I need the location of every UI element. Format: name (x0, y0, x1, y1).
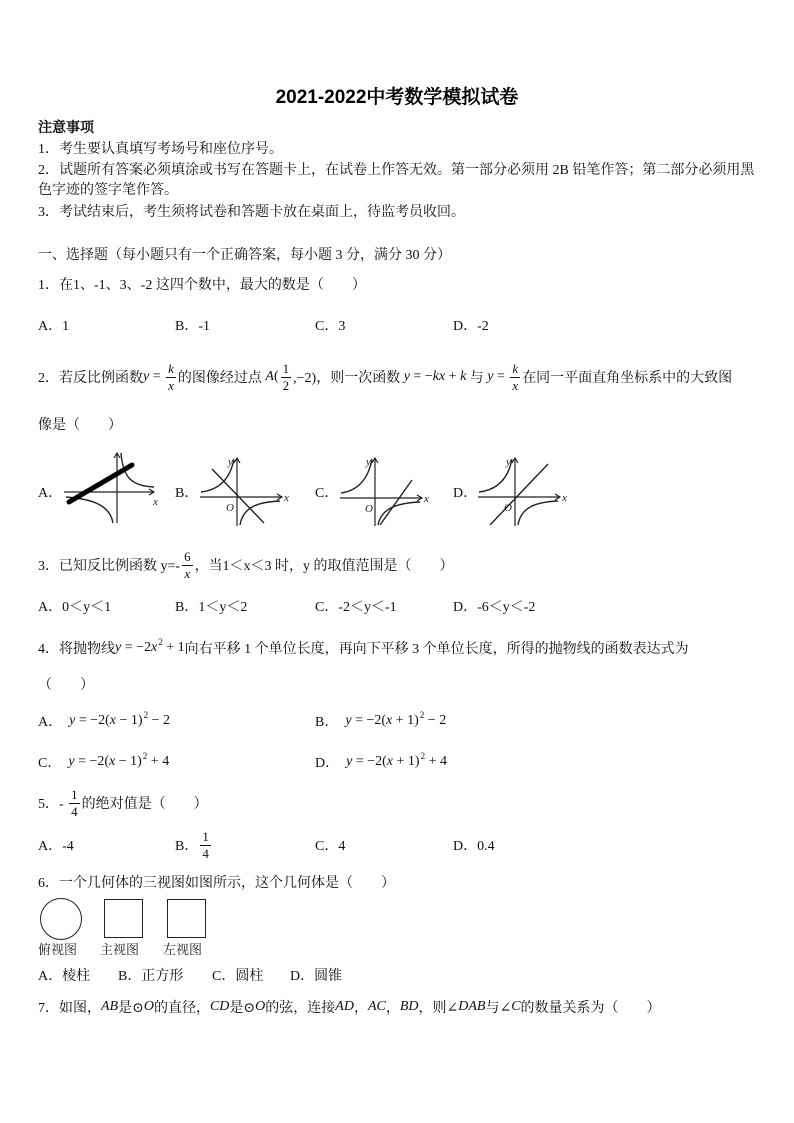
math-variable: y (115, 640, 122, 655)
text-run: 向右平移 1 个单位长度，再向下平移 3 个单位长度，所得的抛物线的函数表达式为 (184, 642, 689, 657)
linear-function-line (69, 465, 132, 502)
question-4-option-c[interactable] (38, 742, 169, 782)
question-4-stem-line-1 (38, 628, 689, 668)
question-5-option-b[interactable] (175, 825, 213, 865)
x-axis-label: x (153, 496, 158, 508)
math-variable: y (68, 754, 75, 769)
text-run: − 1) (116, 713, 143, 728)
math-variable: kx (432, 369, 446, 384)
math-variable: x (109, 713, 117, 728)
text-run: + 4 (147, 754, 170, 769)
question-1-option-a[interactable]: A．1 (38, 319, 70, 334)
question-4-option-d[interactable] (315, 742, 447, 782)
page-title: 2021-2022中考数学模拟试卷 (275, 87, 519, 108)
notice-line: 2．试题所有答案必须填涂或书写在答题卡上，在试卷上作答无效。第一部分必须用 2B 铅笔作答；第二部分必须用黑 (38, 163, 755, 178)
text-run: = −2( (75, 713, 110, 728)
hyperbola-branch (378, 502, 420, 525)
text-run: 与 (466, 371, 488, 386)
text-run: = −2( (74, 754, 110, 769)
question-4-stem-line-2: （ ） (38, 678, 94, 693)
fraction (200, 830, 211, 861)
side-view-label: 左视图 (163, 943, 203, 958)
question-2-stem-line-1 (38, 357, 732, 397)
math-variable: AB (101, 999, 119, 1014)
text-run: 2．若反比例函数 (38, 371, 143, 386)
question-4-option-b[interactable] (315, 701, 446, 741)
text-run: 7．如图， (38, 1001, 101, 1016)
math-variable: x (386, 754, 394, 769)
fraction-numerator: 6 (184, 548, 191, 564)
question-3-option-b[interactable]: B．1＜y＜2 (175, 600, 248, 615)
question-1-option-c[interactable]: C．3 (315, 319, 346, 334)
text-run: ，当1＜x＜3 时，y 的取值范围是（ ） (194, 559, 454, 574)
text-run: ( (273, 369, 279, 384)
text-run: 在同一平面直角坐标系中的大致图 (522, 371, 733, 386)
math-variable: k (460, 369, 467, 384)
math-variable: x (386, 713, 393, 728)
text-run: − 1) (115, 754, 142, 769)
question-4-option-a[interactable] (38, 701, 170, 741)
math-variable: C (511, 999, 521, 1014)
notice-line: 1．考生要认真填写考场号和座位序号。 (38, 142, 283, 157)
linear-function-line (490, 464, 548, 525)
text-run: C．4 (315, 839, 346, 854)
origin-label: O (365, 503, 373, 515)
question-3-stem (38, 545, 454, 585)
fraction (281, 362, 292, 393)
text-run: − 2 (424, 713, 447, 728)
text-run: + 4 (425, 754, 447, 769)
math-variable: A (265, 369, 274, 384)
question-1-stem: 1．在1、-1、3、-2 这四个数中，最大的数是（ ） (38, 278, 366, 293)
math-variable: y (143, 369, 150, 384)
math-variable: O (255, 999, 266, 1014)
fraction-numerator: k (168, 360, 174, 376)
text-run: 与∠ (485, 1001, 512, 1016)
text-run: = (493, 369, 509, 384)
question-2-graph-b[interactable] (198, 455, 293, 527)
text-run: A．-4 (38, 839, 74, 854)
question-2-option-c-label[interactable]: C． (315, 486, 339, 501)
question-2-option-a-label[interactable]: A． (38, 486, 63, 501)
text-run: + 1) (392, 713, 419, 728)
question-2-graph-a[interactable] (62, 450, 162, 525)
question-2-option-d-label[interactable]: D． (453, 486, 478, 501)
math-variable: x (151, 640, 158, 655)
math-variable: y (345, 713, 352, 728)
fraction (166, 362, 176, 393)
question-5-option-c[interactable] (315, 825, 345, 865)
text-run: 的绝对值是（ ） (81, 797, 208, 812)
fraction (182, 550, 193, 581)
question-6-option-a[interactable]: A．棱柱 (38, 969, 91, 984)
hyperbola-branch (518, 501, 558, 525)
question-5-option-a[interactable] (38, 825, 74, 865)
question-6-option-d[interactable]: D．圆锥 (290, 969, 343, 984)
fraction-denominator: x (184, 565, 191, 581)
fraction-denominator: 2 (282, 377, 290, 393)
text-run: + 1 (162, 640, 185, 655)
text-run: + (445, 369, 461, 384)
notice-line: 色字迹的签字笔作答。 (38, 183, 178, 198)
math-variable: DAB (458, 999, 486, 1014)
text-run: − 2 (148, 713, 170, 728)
question-3-option-c[interactable]: C．-2＜y＜-1 (315, 600, 397, 615)
question-1-option-d[interactable]: D．-2 (453, 319, 489, 334)
text-run: ，则∠ (418, 1001, 459, 1016)
math-variable: y (69, 713, 76, 728)
top-view-circle (40, 898, 82, 940)
question-6-stem: 6．一个几何体的三视图如图所示，这个几何体是（ ） (38, 876, 395, 891)
text-run: 是⊙ (118, 1001, 144, 1016)
fraction-denominator: 4 (202, 845, 209, 861)
question-3-option-a[interactable]: A．0＜y＜1 (38, 600, 112, 615)
question-6-option-c[interactable]: C．圆柱 (212, 969, 264, 984)
x-axis-label: x (424, 493, 429, 505)
y-axis-label: y (366, 456, 371, 468)
origin-label: O (504, 502, 512, 514)
text-run: 是⊙ (229, 1001, 256, 1016)
question-5-option-d[interactable] (453, 825, 495, 865)
question-2-option-b-label[interactable]: B． (175, 486, 199, 501)
question-2-graph-c[interactable] (338, 455, 433, 527)
text-run: 的弦，连接 (265, 1001, 336, 1016)
text-run: A． (38, 715, 70, 730)
text-run: = −2( (352, 754, 387, 769)
x-axis-label: x (284, 492, 289, 504)
fraction-numerator: 1 (282, 360, 290, 376)
math-variable: AC (367, 999, 386, 1014)
text-run: 3．已知反比例函数 y=- (38, 559, 181, 574)
text-run: D． (315, 756, 347, 771)
superscript: 2 (420, 751, 426, 761)
fraction-numerator: 1 (71, 786, 78, 802)
math-variable: y (403, 369, 410, 384)
text-run: 4．将抛物线 (38, 642, 115, 657)
notice-heading: 注意事项 (38, 121, 94, 136)
question-1-option-b[interactable]: B．-1 (175, 319, 210, 334)
text-run: = − (409, 369, 433, 384)
text-run: 5．- (38, 797, 68, 812)
superscript: 2 (419, 710, 425, 720)
y-axis-label: y (506, 456, 511, 468)
text-run: = (149, 369, 165, 384)
text-run: = −2( (351, 713, 387, 728)
fraction-numerator: 1 (202, 828, 209, 844)
fraction-denominator: 4 (71, 803, 78, 819)
fraction (510, 362, 520, 393)
text-run: = −2 (121, 640, 152, 655)
text-run: D．0.4 (453, 839, 495, 854)
math-variable: CD (209, 999, 230, 1014)
superscript: 2 (143, 710, 149, 720)
front-view-square (104, 899, 143, 938)
math-variable: AD (335, 999, 354, 1014)
math-variable: O (143, 999, 154, 1014)
math-variable: y (487, 369, 494, 384)
text-run: + 1) (393, 754, 420, 769)
question-6-option-b[interactable]: B．正方形 (118, 969, 184, 984)
section-heading: 一、选择题（每小题只有一个正确答案，每小题 3 分，满分 30 分） (38, 248, 451, 263)
origin-label: O (226, 502, 234, 514)
text-run: 的直径， (153, 1001, 210, 1016)
question-5-stem (38, 783, 208, 823)
math-variable: x (109, 754, 116, 769)
text-run: 的数量关系为（ ） (520, 1001, 661, 1016)
fraction (69, 788, 80, 819)
fraction-denominator: x (512, 377, 519, 393)
question-2-graph-d[interactable] (476, 455, 571, 527)
superscript: 2 (158, 637, 163, 647)
math-variable: y (346, 754, 353, 769)
question-7-stem (38, 987, 661, 1027)
text-run: 的图像经过点 (177, 371, 266, 386)
fraction-denominator: x (168, 377, 174, 393)
y-axis-label: y (228, 456, 233, 468)
question-2-stem-line-2: 像是（ ） (38, 418, 122, 433)
text-run: B． (175, 839, 199, 854)
fraction-numerator: k (512, 360, 519, 376)
math-variable: BD (399, 999, 419, 1014)
x-axis-label: x (562, 492, 567, 504)
front-view-label: 主视图 (100, 943, 140, 958)
linear-function-line (212, 469, 264, 523)
superscript: 2 (142, 751, 148, 761)
top-view-label: 俯视图 (38, 943, 78, 958)
side-view-square (167, 899, 206, 938)
text-run: C． (38, 756, 69, 771)
text-run: B． (315, 715, 346, 730)
notice-line: 3．考试结束后，考生须将试卷和答题卡放在桌面上，待监考员收回。 (38, 205, 465, 220)
text-run: ， (385, 1001, 400, 1016)
text-run: ,−2)，则一次函数 (293, 371, 404, 386)
text-run: ， (353, 1001, 368, 1016)
question-3-option-d[interactable]: D．-6＜y＜-2 (453, 600, 536, 615)
